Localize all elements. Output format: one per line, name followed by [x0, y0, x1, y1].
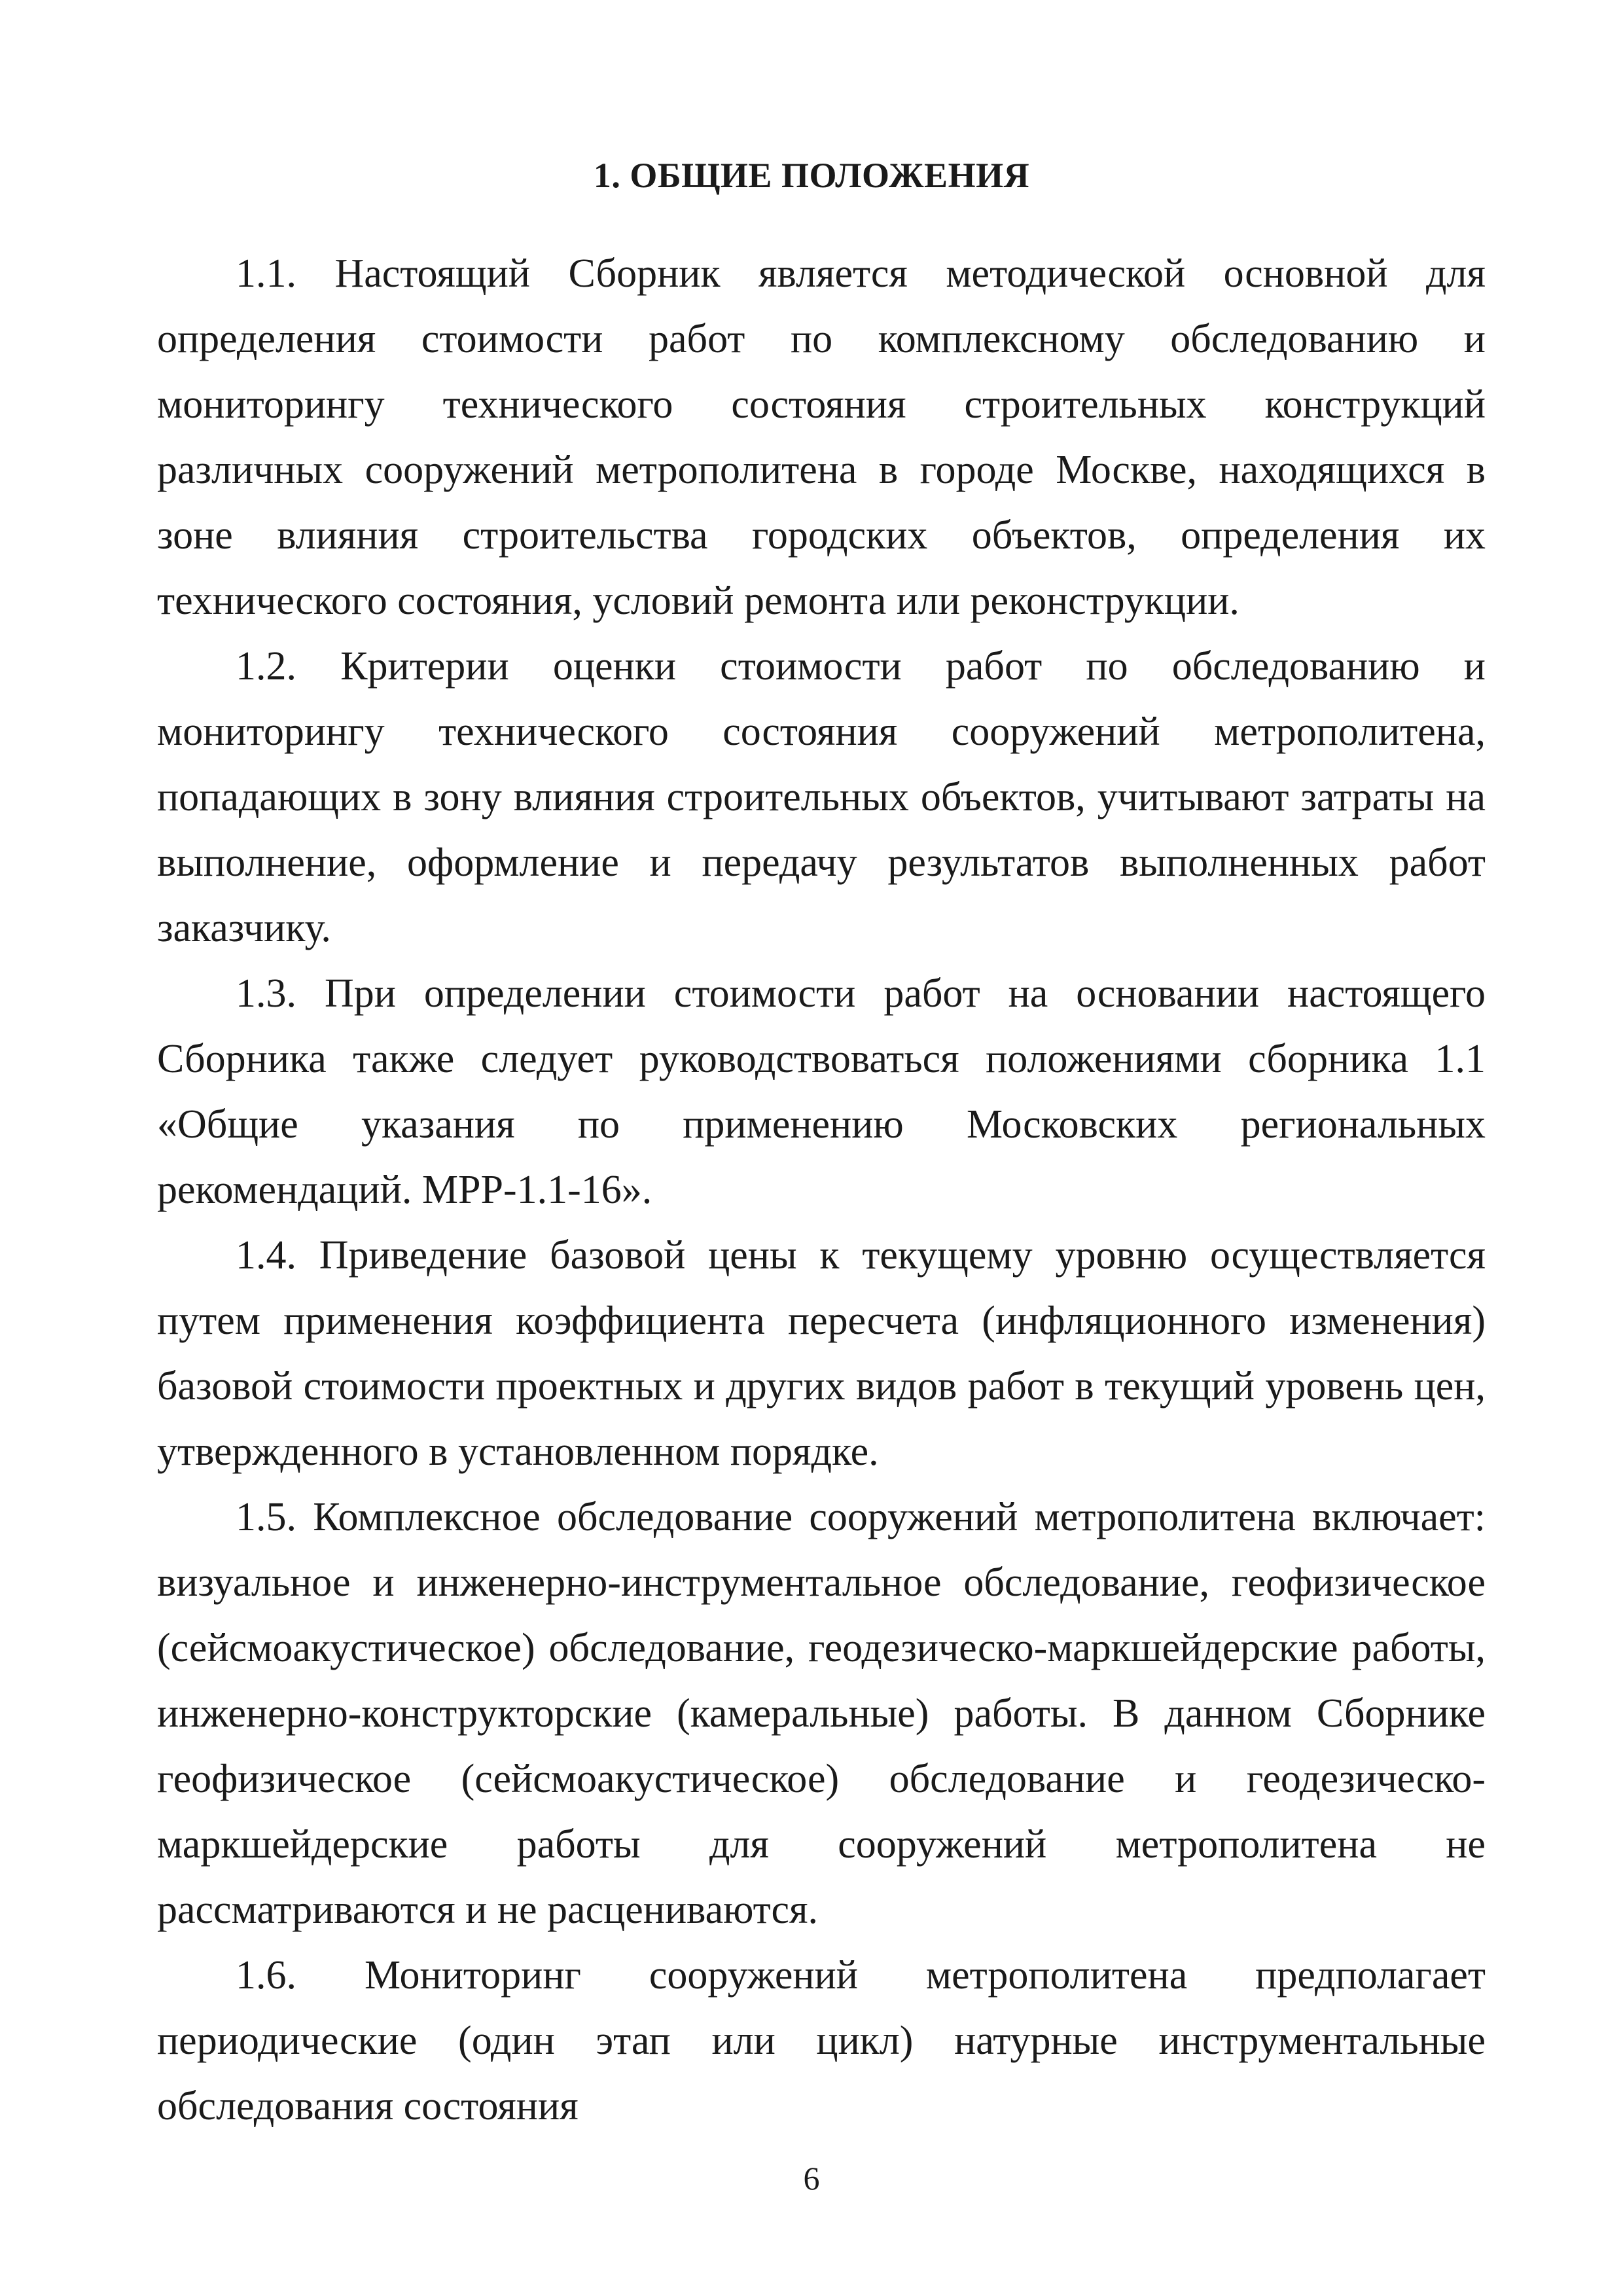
paragraph-1-2: 1.2. Критерии оценки стоимости работ по обследованию и мониторингу технического состояния сооружений метрополитена, попадающих в зону влияния строительных объектов, учитывают затраты на выполнение, оформление и передачу результатов выполненных работ заказчику.: [157, 644, 1486, 950]
paragraph-1-3: 1.3. При определении стоимости работ на основании настоящего Сборника также следует руководствоваться положениями сборника 1.1 «Общие указания по применению Московских региональных рекомендаций. МРР-1.1-16».: [157, 971, 1486, 1212]
paragraph-1-4: 1.4. Приведение базовой цены к текущему уровню осуществляется путем применения коэффициента пересчета (инфляционного изменения) базовой стоимости проектных и других видов работ в текущий уровень цен, утвержденного в установленном порядке.: [157, 1233, 1486, 1474]
paragraph-1-6: 1.6. Мониторинг сооружений метрополитена предполагает периодические (один этап или цикл) натурные инструментальные обследования состояния: [157, 1953, 1486, 2128]
document-body: [157, 241, 1486, 2139]
section-heading: 1. ОБЩИЕ ПОЛОЖЕНИЯ: [593, 156, 1030, 195]
paragraph-1-1: 1.1. Настоящий Сборник является методической основной для определения стоимости работ по комплексному обследованию и мониторингу технического состояния строительных конструкций различных сооружений метрополитена в городе Москве, находящихся в зоне влияния строительства городских объектов, определения их технического состояния, условий ремонта или реконструкции.: [157, 251, 1486, 623]
paragraph-1-5: 1.5. Комплексное обследование сооружений метрополитена включает: визуальное и инженерно-инструментальное обследование, геофизическое (сейсмоакустическое) обследование, геодезическо-маркшейдерские работы, инженерно-конструкторские (камеральные) работы. В данном Сборнике геофизическое (сейсмоакустическое) обследование и геодезическо-маркшейдерские работы для сооружений метрополитена не рассматриваются и не расцениваются.: [157, 1495, 1486, 1932]
page-number: 6: [803, 2160, 820, 2197]
